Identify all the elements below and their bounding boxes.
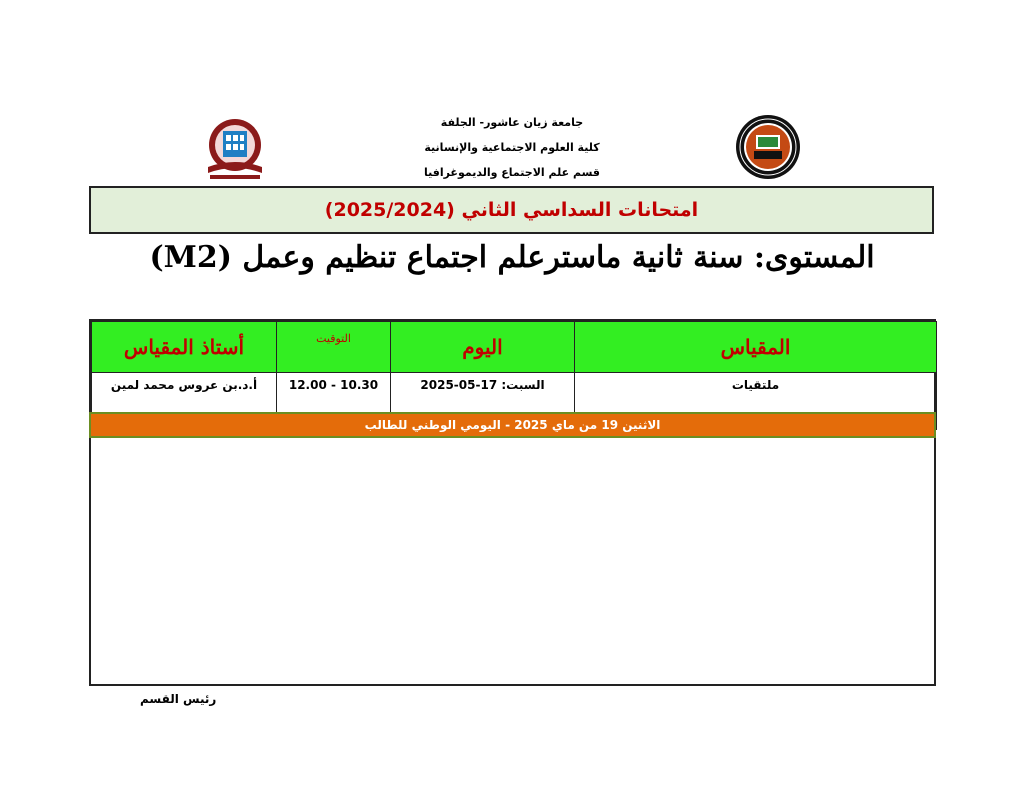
table-header-row: [92, 322, 937, 373]
header-day: اليوم: [391, 322, 575, 373]
exam-title-box: [89, 186, 934, 234]
header-subject: المقياس: [575, 322, 937, 373]
header-professor: أستاذ المقياس: [92, 322, 277, 373]
header-time: التوقيت: [277, 322, 391, 373]
department-name: قسم علم الاجتماع والديموغرافيا: [424, 166, 600, 179]
university-name: جامعة زيان عاشور- الجلفة: [440, 116, 584, 129]
cell-subject: ملتقيات: [575, 373, 937, 430]
cell-professor: أ.د.بن عروس محمد لمين: [92, 373, 277, 430]
faculty-name: كلية العلوم الاجتماعية والإنسانية: [424, 141, 600, 154]
department-head-signature-label: رئيس القسم: [140, 692, 217, 706]
exam-title: امتحانات السداسي الثاني (2025/2024): [324, 199, 699, 221]
university-seal-logo: [734, 113, 802, 181]
level-heading: المستوى: سنة ثانية ماسترعلم اجتماع تنظيم وعمل (M2): [149, 240, 875, 275]
cell-day: السبت: 17-05-2025: [391, 373, 575, 430]
student-day-banner: [89, 412, 936, 438]
banner-text: الاثنين 19 من ماي 2025 - اليومي الوطني للطالب: [364, 418, 661, 432]
cell-time: 10.30 - 12.00: [277, 373, 391, 430]
exam-schedule: [89, 319, 936, 686]
